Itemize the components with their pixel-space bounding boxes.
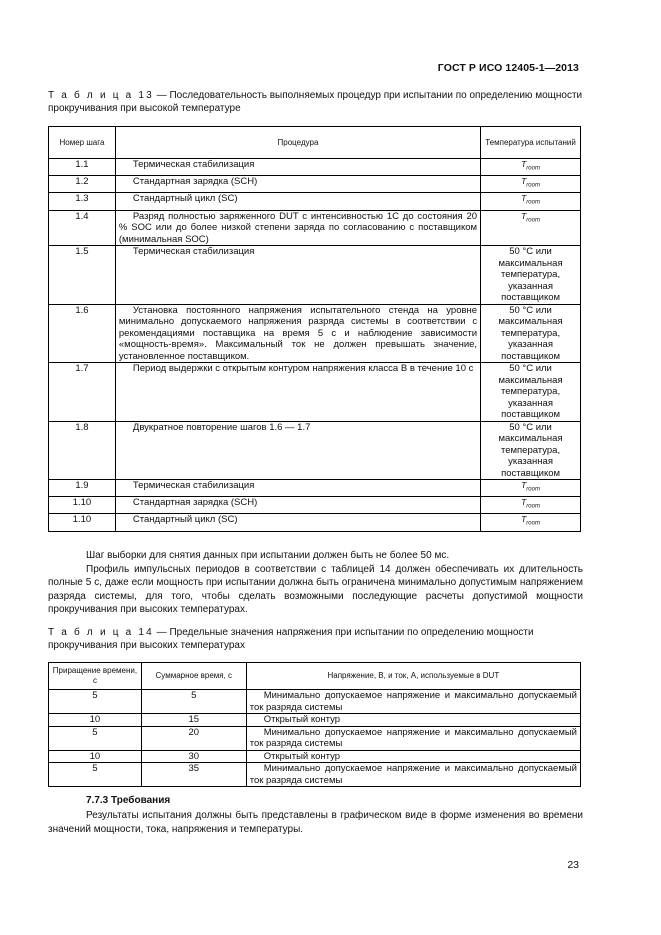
table-row xyxy=(49,690,581,714)
voltage-current-cell: Минимально допускаемое напряжение и максимально допускаемый ток разряда системы xyxy=(246,763,580,787)
table14-caption-text: — Предельные значения напряжения при испытании по определению мощности прокручивания при высоких температурах xyxy=(48,627,534,651)
total-time-cell: 15 xyxy=(141,714,246,727)
table13-header-temperature: Температура испытаний xyxy=(481,127,581,159)
temperature-cell xyxy=(481,193,581,210)
temperature-cell xyxy=(481,210,581,246)
table-row xyxy=(49,514,581,531)
table-row xyxy=(49,176,581,193)
temperature-cell xyxy=(481,497,581,514)
table-row xyxy=(49,421,581,480)
table14-header-total: Суммарное время, с xyxy=(141,663,246,690)
table-row xyxy=(49,193,581,210)
procedure-cell: Двукратное повторение шагов 1.6 — 1.7 xyxy=(115,421,480,480)
time-increment-cell: 10 xyxy=(49,750,142,763)
step-number: 1.5 xyxy=(49,246,116,305)
procedure-cell: Термическая стабилизация xyxy=(115,159,480,176)
table14-header-description: Напряжение, В, и ток, А, используемые в DUT xyxy=(246,663,580,690)
table13-header-procedure: Процедура xyxy=(115,127,480,159)
time-increment-cell: 5 xyxy=(49,726,142,750)
table14 xyxy=(48,662,581,787)
voltage-current-cell: Минимально допускаемое напряжение и максимально допускаемый ток разряда системы xyxy=(246,726,580,750)
temperature-cell xyxy=(481,176,581,193)
table-row xyxy=(49,210,581,246)
table13-body xyxy=(49,159,581,532)
table-row xyxy=(49,750,581,763)
total-time-cell: 35 xyxy=(141,763,246,787)
step-number: 1.3 xyxy=(49,193,116,210)
step-number: 1.2 xyxy=(49,176,116,193)
table14-body xyxy=(49,690,581,787)
procedure-cell: Разряд полностью заряженного DUT с интенсивностью 1С до состояния 20 % SOC или до более низкой степени заряда по согласованию с поставщиком (минимальная SOC) xyxy=(115,210,480,246)
table13-caption xyxy=(48,90,583,115)
table14-header-increment: Приращение времени, с xyxy=(49,663,142,690)
section-text-block xyxy=(48,809,583,836)
temperature-cell: 50 °С или максимальная температура, указанная поставщиком xyxy=(481,304,581,363)
voltage-current-cell: Минимально допускаемое напряжение и максимально допускаемый ток разряда системы xyxy=(246,690,580,714)
table-row xyxy=(49,480,581,497)
table13-header-step: Номер шага xyxy=(49,127,116,159)
step-number: 1.4 xyxy=(49,210,116,246)
table-row xyxy=(49,159,581,176)
troom-symbol: $T_{room}$ xyxy=(521,480,540,493)
table-row xyxy=(49,497,581,514)
troom-symbol: $T_{room}$ xyxy=(521,497,540,510)
body-paragraphs xyxy=(48,549,583,617)
table14-caption xyxy=(48,627,583,652)
table-row xyxy=(49,246,581,305)
table-row xyxy=(49,714,581,727)
table-row xyxy=(49,363,581,422)
total-time-cell: 5 xyxy=(141,690,246,714)
time-increment-cell: 10 xyxy=(49,714,142,727)
section-text: Результаты испытания должны быть представлены в графическом виде в форме изменения во времени значений мощности, тока, напряжения и температуры. xyxy=(48,810,583,835)
temperature-cell xyxy=(481,514,581,531)
step-number: 1.10 xyxy=(49,497,116,514)
step-number: 1.8 xyxy=(49,421,116,480)
procedure-cell: Период выдержки с открытым контуром напряжения класса В в течение 10 с xyxy=(115,363,480,422)
step-number: 1.6 xyxy=(49,304,116,363)
temperature-cell: 50 °С или максимальная температура, указанная поставщиком xyxy=(481,246,581,305)
table13 xyxy=(48,126,581,532)
section-title: 7.7.3 Требования xyxy=(86,795,171,806)
step-number: 1.10 xyxy=(49,514,116,531)
table-row xyxy=(49,304,581,363)
time-increment-cell: 5 xyxy=(49,763,142,787)
temperature-cell: 50 °С или максимальная температура, указанная поставщиком xyxy=(481,363,581,422)
table13-caption-label: Т а б л и ц а 13 xyxy=(48,90,154,101)
procedure-cell: Стандартная зарядка (SCH) xyxy=(115,497,480,514)
total-time-cell: 20 xyxy=(141,726,246,750)
table-row xyxy=(49,763,581,787)
standard-header: ГОСТ Р ИСО 12405-1—2013 xyxy=(437,62,579,74)
troom-symbol: $T_{room}$ xyxy=(521,193,540,207)
page-number: 23 xyxy=(567,859,579,871)
troom-symbol: $T_{room}$ xyxy=(521,514,540,528)
procedure-cell: Стандартный цикл (SC) xyxy=(115,193,480,210)
procedure-cell: Стандартный цикл (SC) xyxy=(115,514,480,531)
step-number: 1.9 xyxy=(49,480,116,497)
step-number: 1.1 xyxy=(49,159,116,176)
procedure-cell: Стандартная зарядка (SCH) xyxy=(115,176,480,193)
paragraph-profile: Профиль импульсных периодов в соответствии с таблицей 14 должен обеспечивать их длительность полные 5 с, даже если мощность при испытании должна быть ограничена минимально допустимым напряжением разряда системы, для того, чтобы сделать возможными последующие расчеты допустимой мощности прокручивания при высоких температурах. xyxy=(48,563,583,615)
table-row xyxy=(49,726,581,750)
temperature-cell: 50 °С или максимальная температура, указанная поставщиком xyxy=(481,421,581,480)
procedure-cell: Термическая стабилизация xyxy=(115,246,480,305)
voltage-current-cell: Открытый контур xyxy=(246,750,580,763)
troom-symbol: $T_{room}$ xyxy=(521,176,540,189)
time-increment-cell: 5 xyxy=(49,690,142,714)
temperature-cell xyxy=(481,159,581,176)
procedure-cell: Термическая стабилизация xyxy=(115,480,480,497)
voltage-current-cell: Открытый контур xyxy=(246,714,580,727)
troom-symbol: $T_{room}$ xyxy=(521,159,540,172)
procedure-cell: Установка постоянного напряжения испытательного стенда на уровне минимально допускаемого напряжения разряда системы в соответствии с рекомендациями поставщика на время 5 с и наблюдение зависимости «мощность-время». Максимальный ток не должен превышать значение, установленное поставщиком. xyxy=(115,304,480,363)
temperature-cell xyxy=(481,480,581,497)
table14-caption-label: Т а б л и ц а 14 xyxy=(48,627,154,638)
step-number: 1.7 xyxy=(49,363,116,422)
troom-symbol: $T_{room}$ xyxy=(521,210,540,224)
paragraph-sampling: Шаг выборки для снятия данных при испытании должен быть не более 50 мс. xyxy=(86,550,450,561)
total-time-cell: 30 xyxy=(141,750,246,763)
table13-caption-text: — Последовательность выполняемых процедур при испытании по определению мощности прокручивания при высокой температуре xyxy=(48,90,583,114)
